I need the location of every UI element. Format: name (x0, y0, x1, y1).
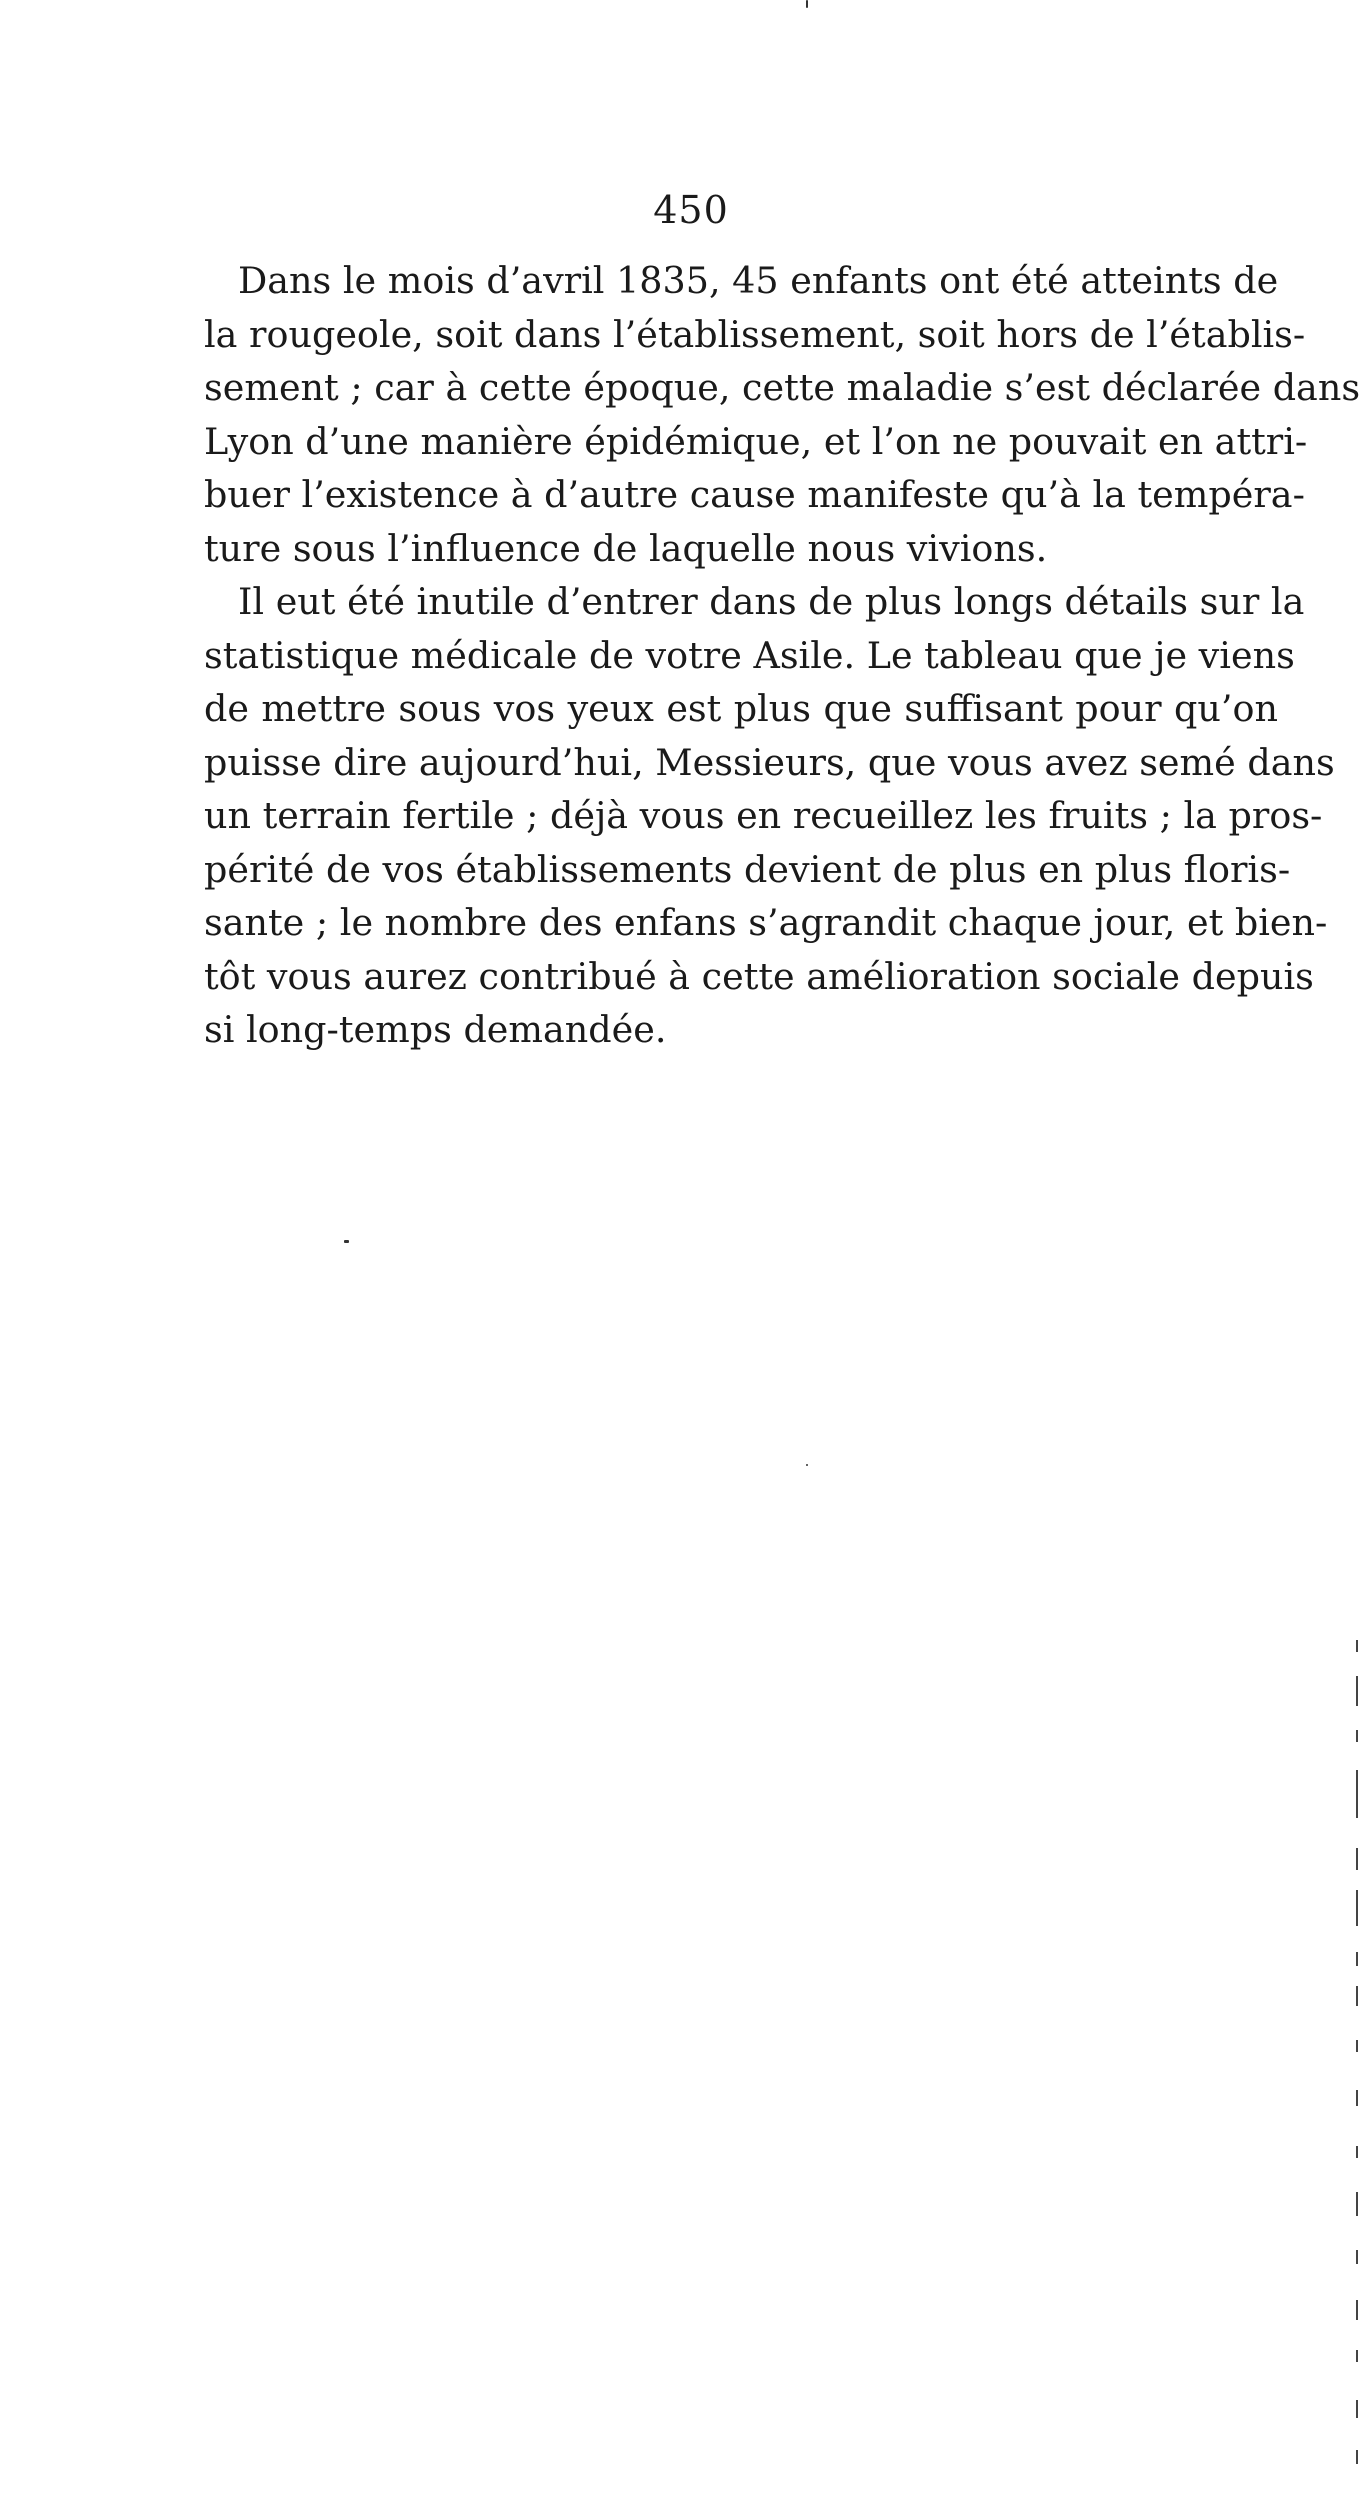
edge-mark (1356, 2192, 1358, 2216)
text-line: un terrain fertile ; déjà vous en recueillez les fruits ; la pros- (204, 794, 1323, 837)
edge-mark (1356, 2300, 1358, 2320)
paragraph (204, 575, 1335, 1057)
edge-mark (1356, 1890, 1358, 1926)
text-line: buer l’existence à d’autre cause manifeste qu’à la tempéra- (204, 473, 1305, 516)
edge-mark (1356, 2400, 1358, 2418)
edge-mark (1356, 1952, 1358, 1966)
edge-mark (1356, 2040, 1358, 2052)
text-line: de mettre sous vos yeux est plus que suffisant pour qu’on (204, 687, 1278, 730)
text-line: la rougeole, soit dans l’établissement, soit hors de l’établis- (204, 312, 1306, 356)
text-line: puisse dire aujourd’hui, Messieurs, que vous avez semé dans (204, 740, 1335, 784)
edge-mark (1356, 2450, 1358, 2464)
edge-mark (1356, 1848, 1358, 1870)
edge-mark (1356, 1676, 1358, 1706)
scan-speck (806, 1464, 808, 1466)
text-line: ture sous l’influence de laquelle nous vivions. (204, 526, 1048, 570)
text-line: Il eut été inutile d’entrer dans de plus longs détails sur la (238, 580, 1305, 623)
edge-mark (1356, 1730, 1358, 1742)
edge-mark (1356, 1640, 1358, 1652)
edge-mark (1356, 2090, 1358, 2106)
text-line: Lyon d’une manière épidémique, et l’on ne pouvait en attri- (204, 419, 1308, 463)
text-line: sement ; car à cette époque, cette maladie s’est déclarée dans (204, 366, 1361, 409)
text-line: périté de vos établissements devient de plus en plus floris- (204, 847, 1291, 891)
scan-speck (806, 0, 808, 8)
body-text (204, 254, 1361, 1057)
text-line: statistique médicale de votre Asile. Le tableau que je viens (204, 633, 1295, 677)
text-line: Dans le mois d’avril 1835, 45 enfants ont été atteints de (238, 259, 1279, 302)
page-number: 450 (653, 188, 729, 232)
text-line: si long-temps demandée. (204, 1008, 667, 1051)
edge-mark (1356, 2146, 1358, 2158)
text-line: tôt vous aurez contribué à cette amélioration sociale depuis (204, 954, 1314, 998)
scan-speck (344, 1240, 349, 1243)
edge-mark (1356, 1770, 1358, 1818)
text-line: sante ; le nombre des enfans s’agrandit chaque jour, et bien- (204, 901, 1328, 944)
edge-mark (1356, 2250, 1358, 2264)
edge-mark (1356, 2350, 1358, 2362)
paragraph (204, 254, 1361, 575)
edge-mark (1356, 1986, 1358, 2006)
